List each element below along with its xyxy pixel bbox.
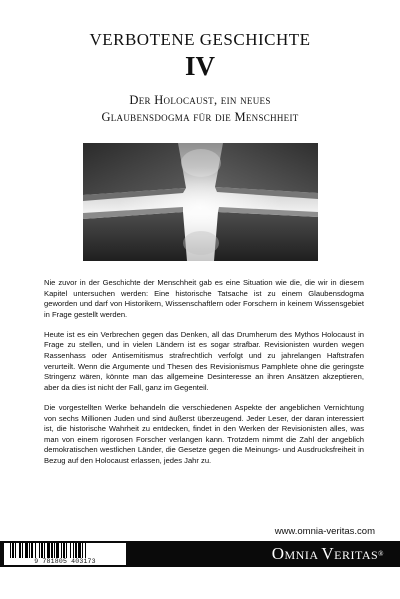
paragraph-1: Nie zuvor in der Geschichte der Menschheit gab es eine Situation wie die, die wir in diesem Kapitel untersuchen werden: Eine historische Tatsache ist zu einem Glaubensdogma geworden und darf von Historikern, Wissenschaftlern oder Forschern in keinem Wissensgebiet in Frage gestellt werden.: [44, 278, 364, 319]
volume-number: IV: [184, 51, 215, 81]
registered-mark: ®: [378, 550, 384, 558]
subtitle-line-2: Glaubensdogma für die Menschheit: [101, 110, 299, 124]
publisher-website: www.omnia-veritas.com: [274, 526, 375, 537]
publisher-initial-v: V: [321, 544, 335, 563]
barcode-number: 9 781805 403173: [4, 558, 126, 565]
isbn-barcode: [4, 543, 126, 565]
footer-bar: [0, 541, 400, 567]
memorial-stelae-cross-photo: [83, 143, 318, 261]
publisher-name-part-2: ERITAS: [334, 548, 379, 562]
publisher-initial-o: O: [271, 544, 285, 563]
publisher-logo: [236, 545, 384, 564]
barcode-icon: [4, 543, 126, 558]
subtitle: [0, 92, 400, 126]
paragraph-3: Die vorgestellten Werke behandeln die verschiedenen Aspekte der angeblichen Vernichtung von sechs Millionen Juden und sind äußerst überzeugend. Jeder Leser, der daran interessiert ist, die historische Wahrheit zu entdecken, findet in den Werken der Revisionisten alles, was man von einem rigorosen Forscher verlangen kann. Trotzdem nimmt die Zahl der angeblich demokratischen westlichen Länder, die Gesetze gegen die Meinungs- und Ausdrucksfreiheit in Bezug auf den Holocaust erlassen, jedes Jahr zu.: [44, 402, 364, 465]
subtitle-line-1: Der Holocaust, ein neues: [129, 93, 271, 107]
series-title: VERBOTENE GESCHICHTE: [89, 30, 311, 49]
back-cover-text: [44, 278, 364, 476]
publisher-name-part-1: MNIA: [284, 548, 322, 562]
cover-photo: [83, 143, 318, 261]
paragraph-2: Heute ist es ein Verbrechen gegen das Denken, all das Drumherum des Mythos Holocaust in Frage zu stellen, und in vielen Ländern ist es sogar strafbar. Revisionisten wurden wegen Rassenhass oder Antisemitismus strafrechtlich verfolgt und zu jahrelangen Haftstrafen verurteilt. Wenn die Argumente und Thesen des Revisionismus Pamphlete ohne die geringste Stringenz wären, könnte man das allgemeine Desinteresse an ihren Ansätzen akzeptieren, aber da dies ist nicht der Fall, ganz im Gegenteil.: [44, 329, 364, 392]
